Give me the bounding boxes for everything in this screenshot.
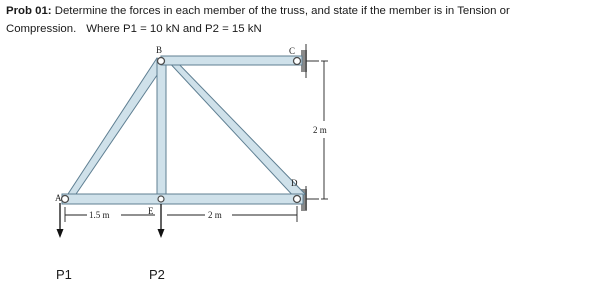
member-BC [161,56,302,65]
joint-label-E: E [148,206,154,216]
load-label-P1: P1 [56,267,72,282]
load-label-P2: P2 [149,267,165,282]
problem-text-2a: Compression. [6,23,77,35]
member-AED [62,194,303,204]
load-arrow-A [57,203,64,238]
joint-label-B: B [156,45,163,55]
problem-number: Prob 01: [6,5,52,17]
pin-A [62,196,69,203]
wall-support-top [301,44,319,78]
joint-label-C: C [289,46,296,56]
load-arrow-E [158,204,165,238]
dimension-label-CD: 2 m [313,125,327,135]
pin-E [158,196,164,202]
joint-label-D: D [291,178,298,188]
joint-label-A: A [55,193,62,203]
member-BD [165,58,305,200]
pin-C [294,58,301,65]
problem-text-2b: Where P1 = 10 kN and P2 = 15 kN [86,23,262,35]
pin-D [294,196,301,203]
wall-support-bottom [301,186,319,211]
problem-text-1: Determine the forces in each member of the truss, and state if the member is in Tension or [54,5,510,17]
dimension-label-AE: 1.5 m [89,210,110,220]
dimension-label-ED: 2 m [208,210,222,220]
member-BE [157,60,166,200]
pin-B [158,58,165,65]
member-AB [66,58,166,197]
